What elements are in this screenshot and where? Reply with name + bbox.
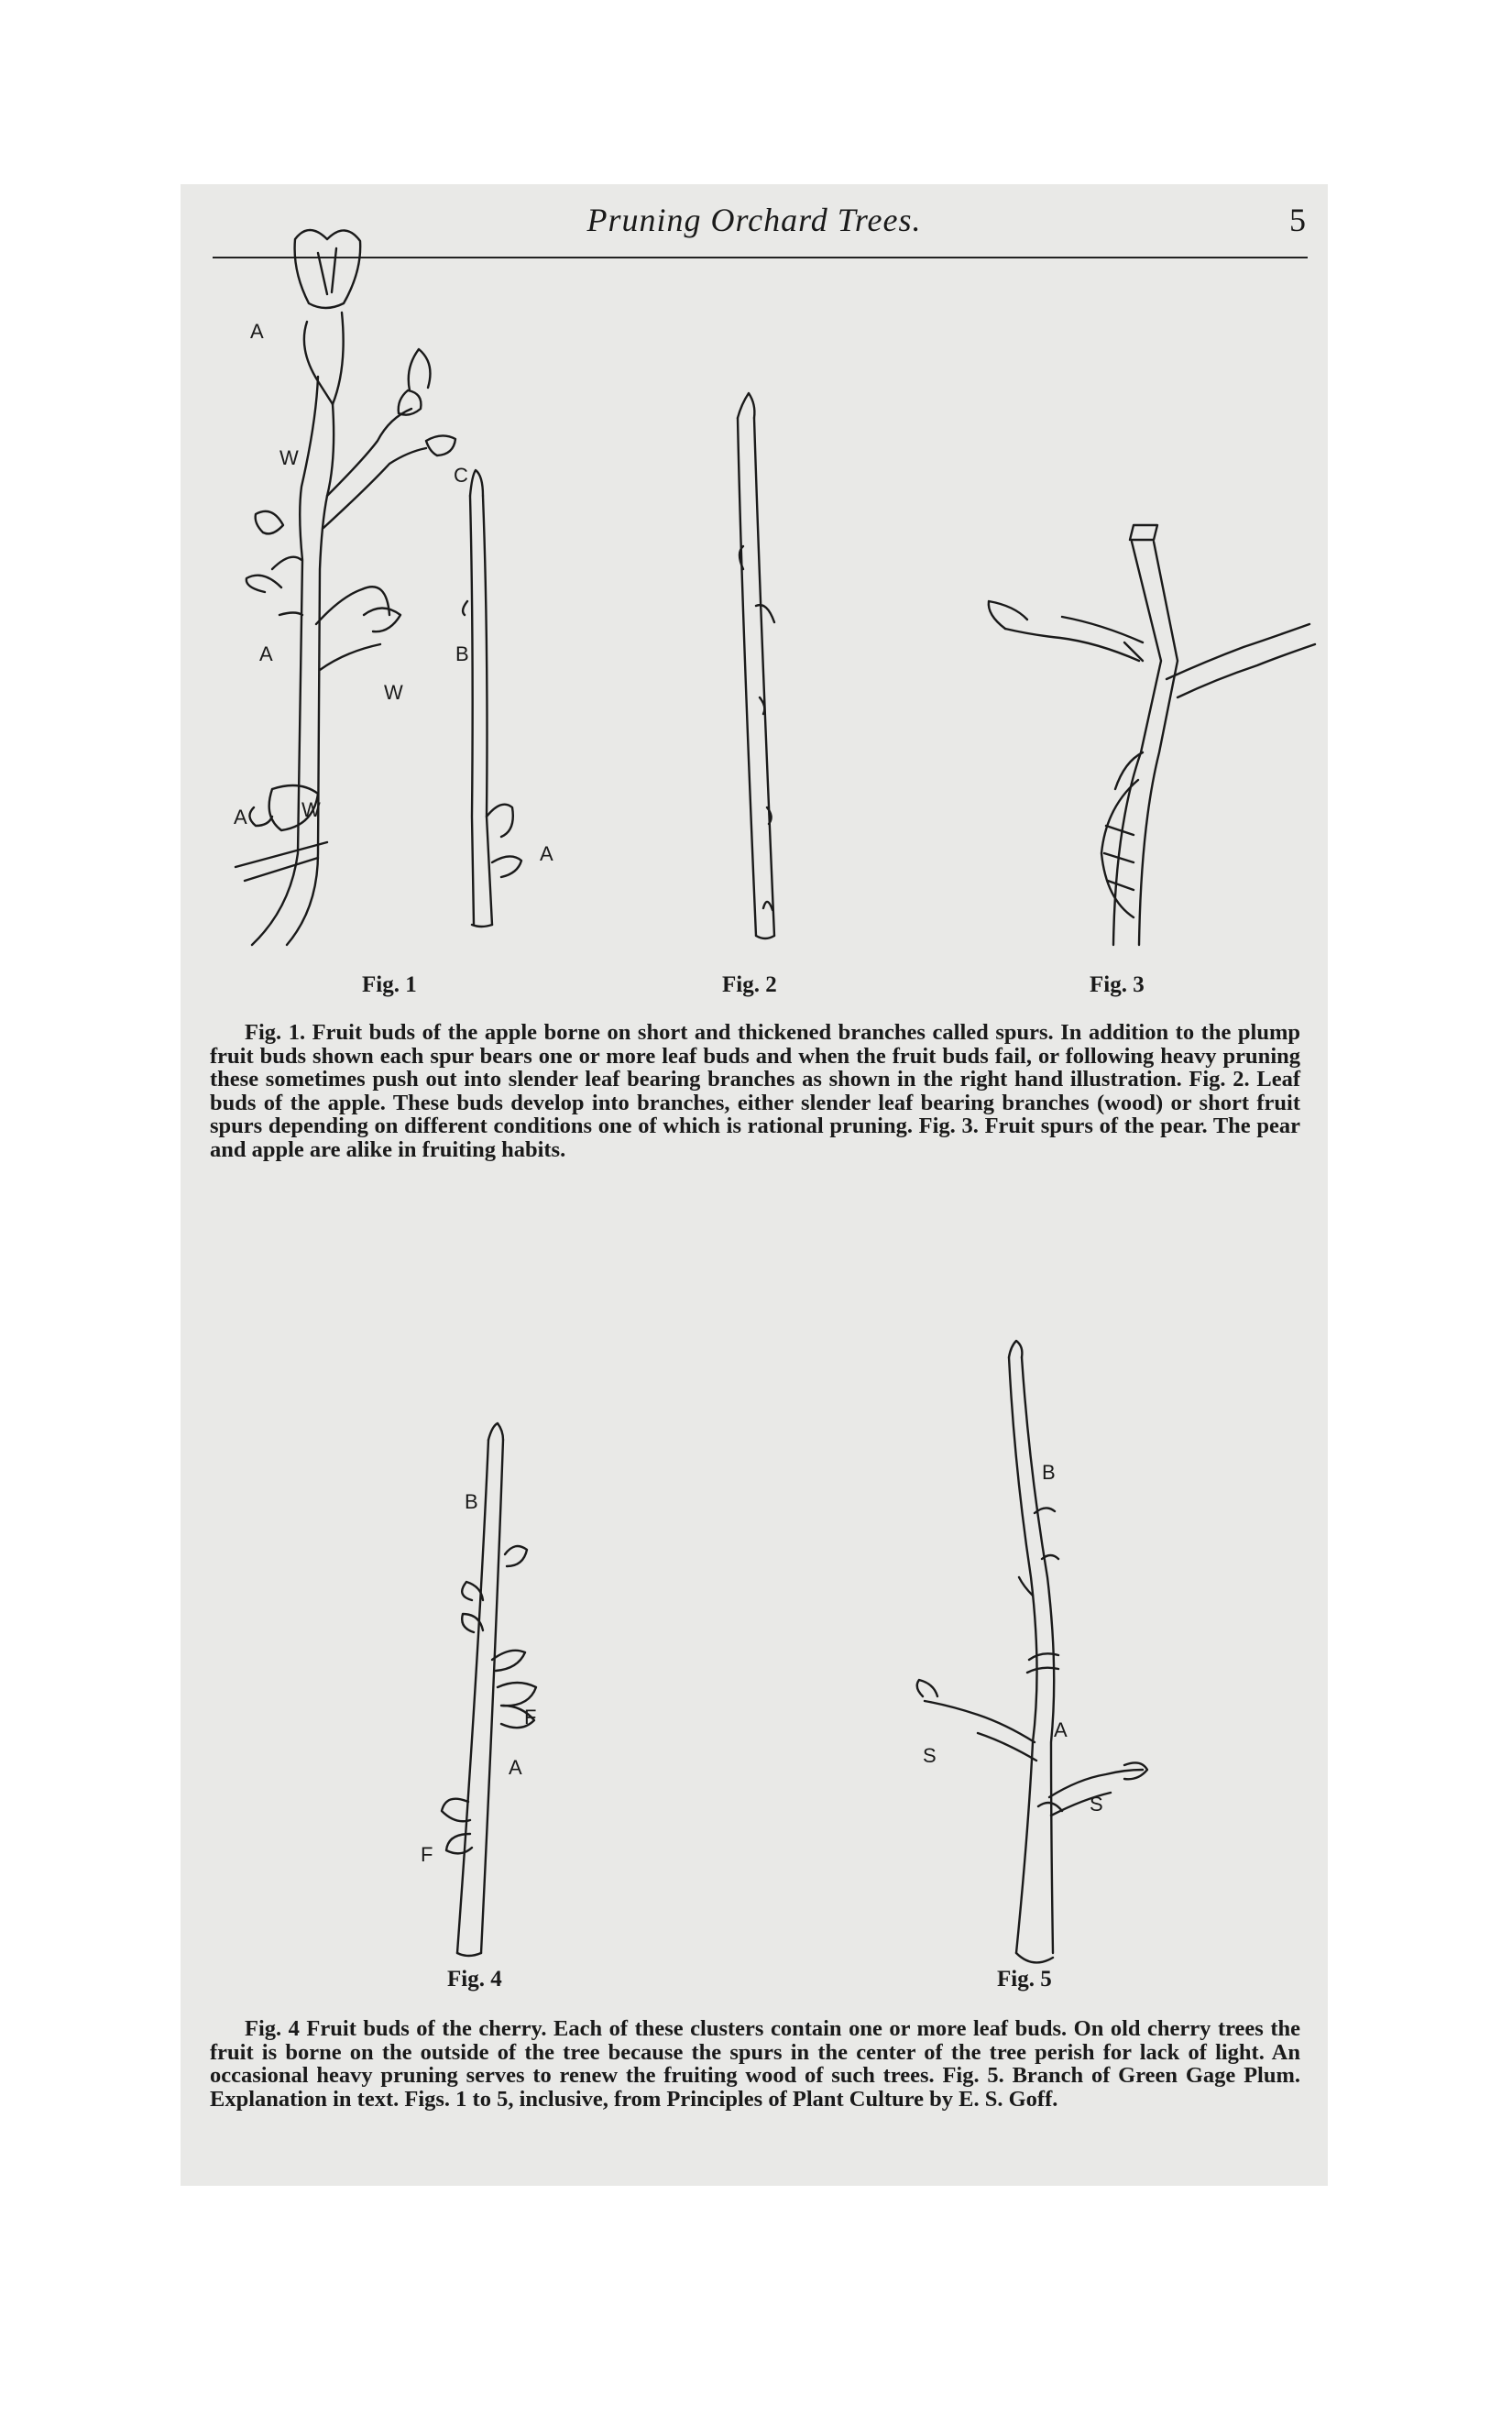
fig5-letters	[923, 1461, 1103, 1816]
figure-letter-a: A	[234, 806, 247, 828]
figure-letter-w: W	[384, 681, 403, 704]
book-page	[181, 184, 1328, 2186]
fig4-label: Fig. 4	[447, 1967, 502, 1992]
caption-top-text: Fig. 1. Fruit buds of the apple borne on short and thickened branches called spurs. In addition to the plump fruit buds shown each spur bears one or more leaf buds and when the fruit buds fail, or following heavy pruning these sometimes push out into slender leaf bearing branches as shown in the right hand illustration. Fig. 2. Leaf buds of the apple. These buds develop into branches, either slender leaf bearing branches (wood) or short fruit spurs depending on different conditions one of which is rational pruning. Fig. 3. Fruit spurs of the pear. The pear and apple are alike in fruiting habits.	[210, 1020, 1300, 1162]
page-number: 5	[1289, 202, 1306, 238]
figure-letter-b: B	[455, 642, 469, 665]
figure-letter-w: W	[279, 446, 299, 469]
caption-bottom-text: Fig. 4 Fruit buds of the cherry. Each of these clusters contain one or more leaf buds. On old cherry trees the fruit is borne on the outside of the tree because the spurs in the center of the tree perish for lack of light. An occasional heavy pruning serves to renew the fruiting wood of such trees. Fig. 5. Branch of Green Gage Plum. Explanation in text. Figs. 1 to 5, inclusive, from Principles of Plant Culture by E. S. Goff.	[210, 2016, 1300, 2112]
figure-letter-a: A	[250, 320, 264, 343]
fig5-label: Fig. 5	[997, 1967, 1052, 1992]
figure-letter-a: A	[259, 642, 273, 665]
fig2-label: Fig. 2	[722, 972, 777, 997]
figure-letter-f: F	[421, 1843, 433, 1866]
figure-letter-b: B	[465, 1490, 478, 1513]
figure-letter-a: A	[509, 1756, 522, 1779]
figure-letter-a: A	[540, 842, 553, 865]
figure-letter-s: S	[923, 1744, 937, 1767]
fig1-label: Fig. 1	[362, 972, 417, 997]
running-header-title: Pruning Orchard Trees.	[586, 202, 922, 238]
figure-letter-s: S	[1090, 1793, 1103, 1816]
figure-letter-f: F	[524, 1706, 537, 1728]
figure-letter-c: C	[454, 464, 468, 487]
figure-letter-b: B	[1042, 1461, 1056, 1484]
fig3-label: Fig. 3	[1090, 972, 1145, 997]
bottom-illustrations	[181, 184, 1328, 2186]
caption-bottom	[210, 2017, 1300, 2111]
fig5-drawing	[917, 1341, 1147, 1962]
figure-letter-w: W	[301, 798, 321, 821]
figure-letter-a: A	[1054, 1718, 1068, 1741]
fig4-drawing	[442, 1423, 536, 1956]
